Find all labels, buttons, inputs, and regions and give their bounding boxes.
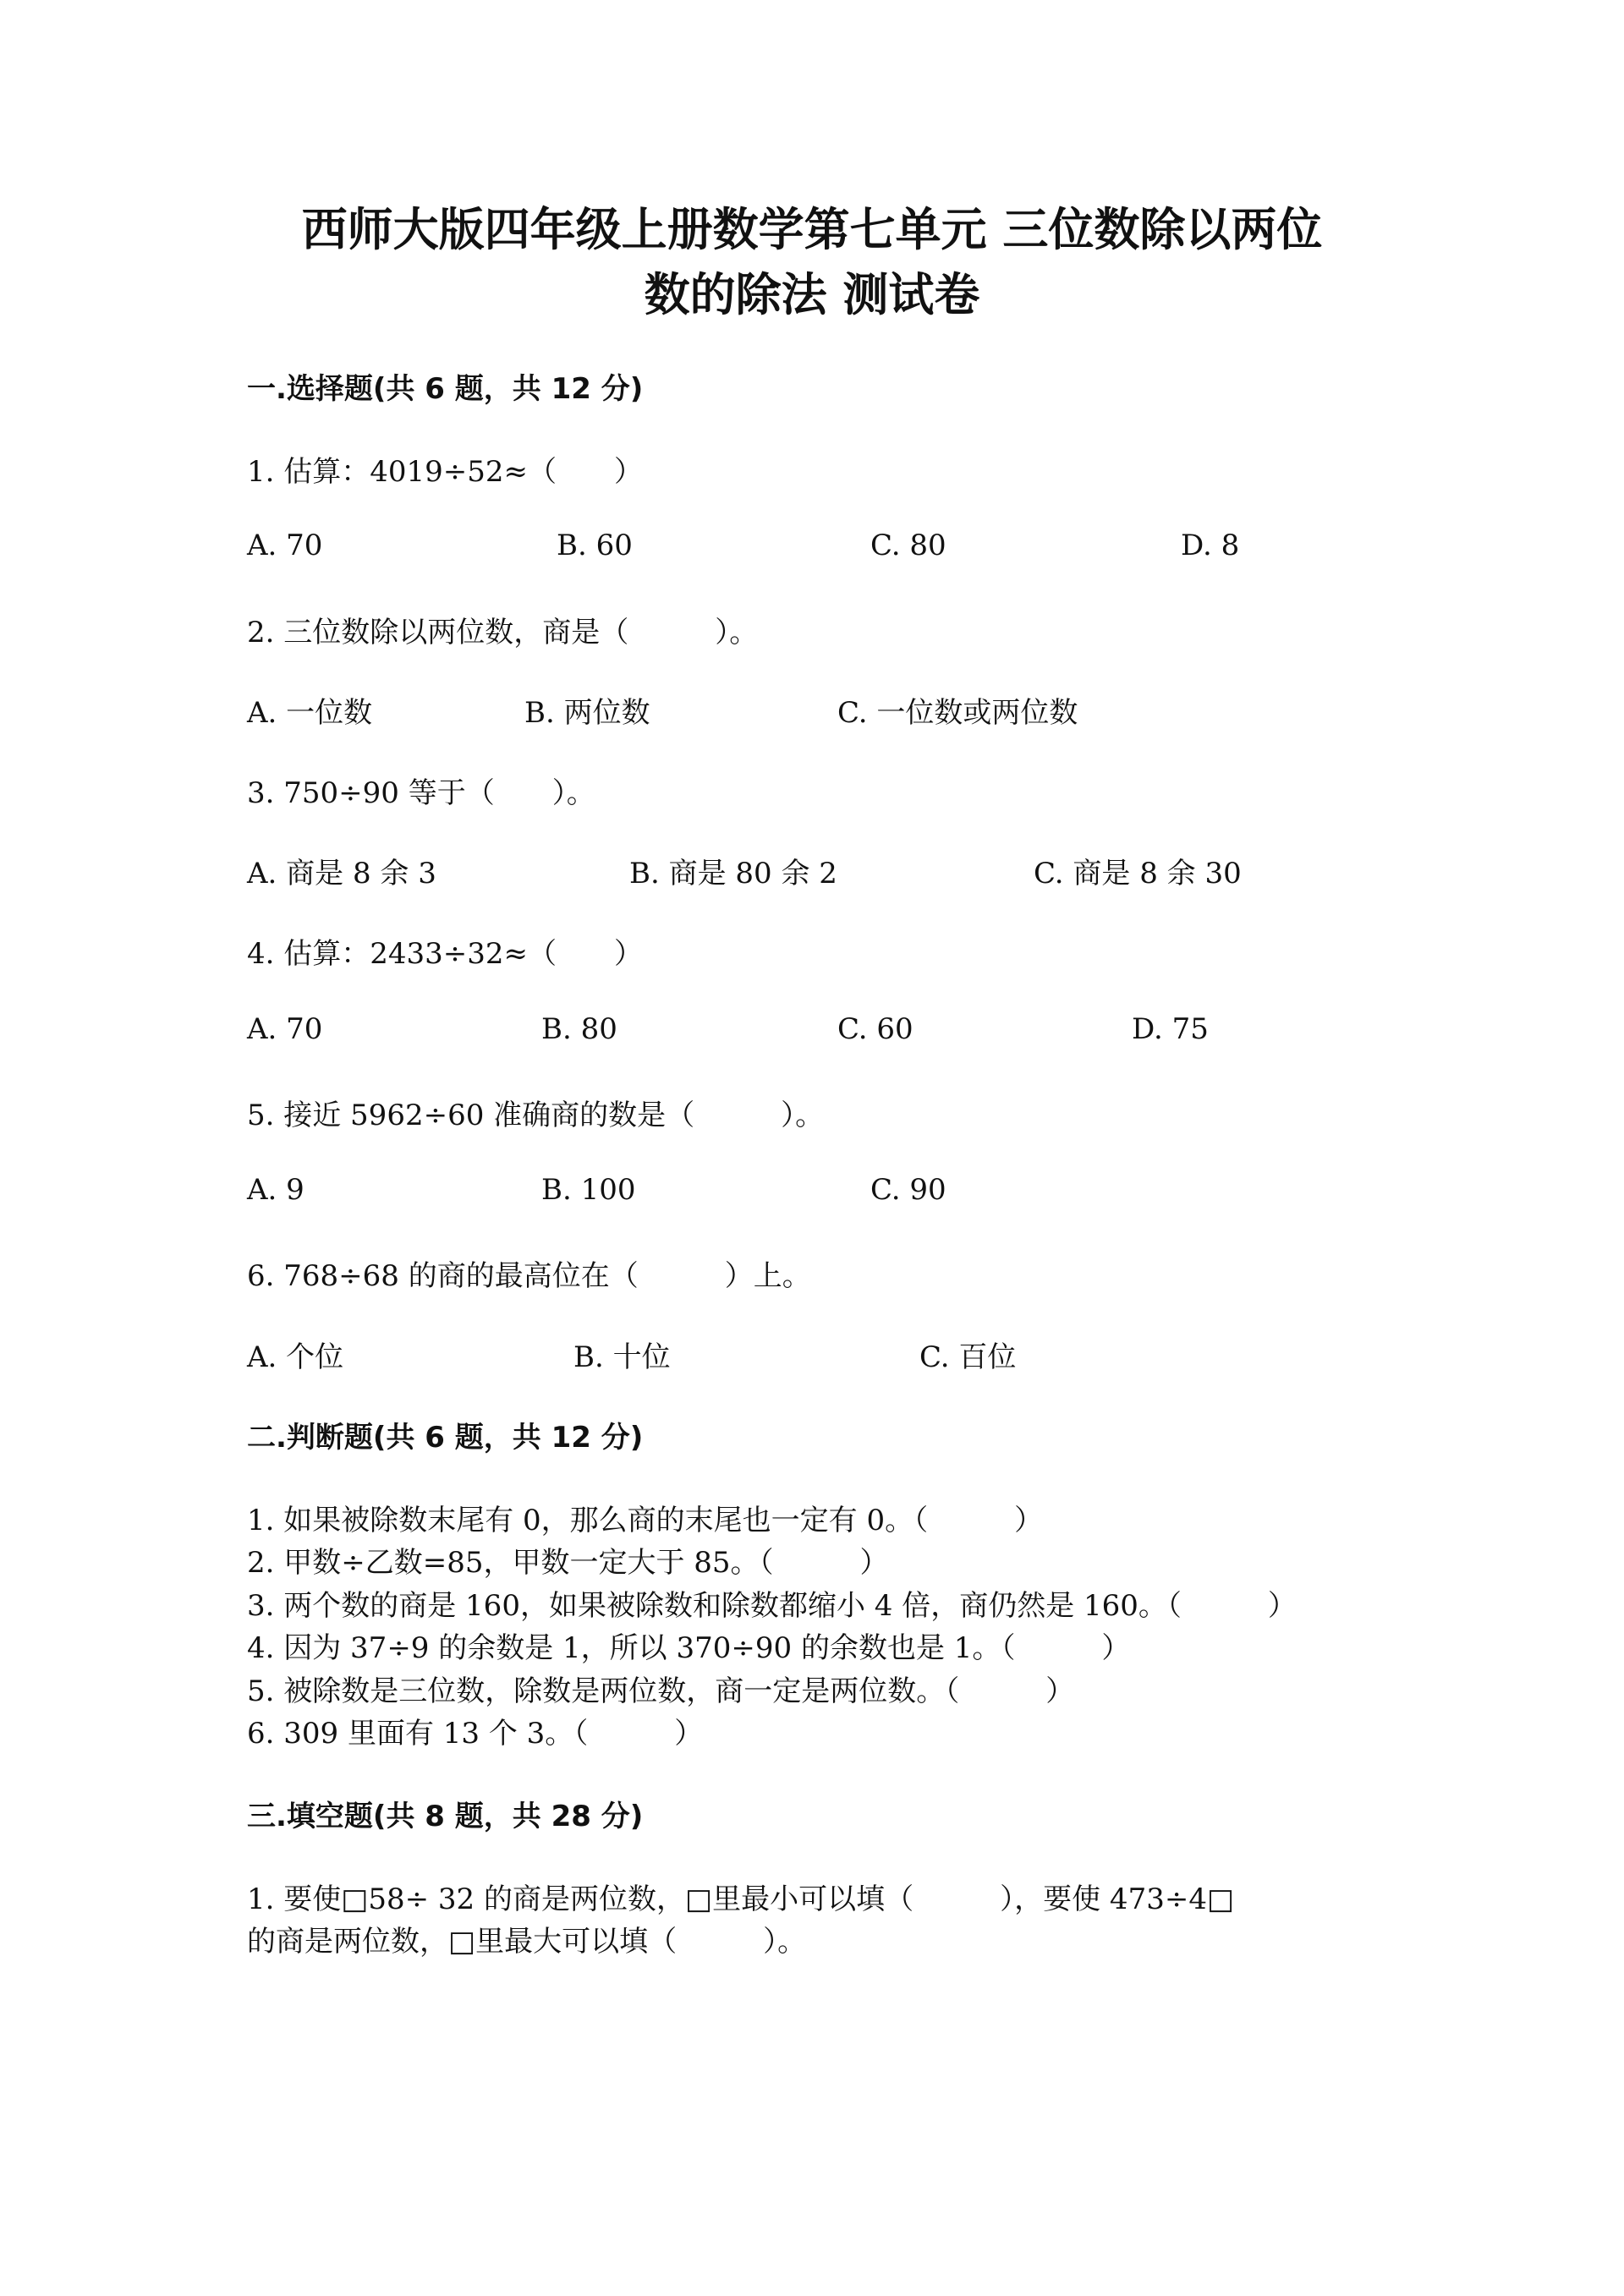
choice-option: B. 十位 bbox=[573, 1340, 671, 1374]
choice-option: A. 商是 8 余 3 bbox=[247, 857, 436, 890]
choice-option: A. 70 bbox=[247, 1012, 323, 1046]
choice-option: C. 90 bbox=[870, 1173, 946, 1207]
choice-option: B. 80 bbox=[541, 1012, 617, 1046]
page-title-line1: 西师大版四年级上册数学第七单元 三位数除以两位 bbox=[301, 203, 1323, 256]
fill-blank-item-1-line2: 的商是两位数，□里最大可以填（ ）。 bbox=[247, 1925, 807, 1959]
judgement-item-6: 6. 309 里面有 13 个 3。（ ） bbox=[247, 1717, 704, 1751]
fill-blank-item-1-line1: 1. 要使□58÷ 32 的商是两位数，□里最小可以填（ ），要使 473÷4□ bbox=[247, 1882, 1235, 1916]
choice-option: C. 百位 bbox=[919, 1340, 1017, 1374]
choice-option: C. 一位数或两位数 bbox=[837, 696, 1078, 730]
page-title-line2: 数的除法 测试卷 bbox=[644, 268, 980, 321]
judgement-item-2: 2. 甲数÷乙数=85，甲数一定大于 85。（ ） bbox=[247, 1546, 889, 1580]
choice-question-6: 6. 768÷68 的商的最高位在（ ）上。 bbox=[247, 1259, 811, 1293]
choice-option: A. 70 bbox=[247, 529, 323, 562]
judgement-item-5: 5. 被除数是三位数，除数是两位数，商一定是两位数。（ ） bbox=[247, 1674, 1075, 1708]
choice-option: C. 80 bbox=[870, 529, 946, 562]
section-heading-judgement: 二.判断题(共 6 题，共 12 分) bbox=[247, 1421, 644, 1455]
judgement-item-4: 4. 因为 37÷9 的余数是 1，所以 370÷90 的余数也是 1。（ ） bbox=[247, 1631, 1131, 1665]
judgement-item-3: 3. 两个数的商是 160，如果被除数和除数都缩小 4 倍，商仍然是 160。（ ） bbox=[247, 1589, 1297, 1623]
choice-option: D. 75 bbox=[1132, 1012, 1209, 1046]
choice-option: B. 100 bbox=[541, 1173, 636, 1207]
section-heading-choice: 一.选择题(共 6 题，共 12 分) bbox=[247, 372, 644, 406]
choice-option: D. 8 bbox=[1181, 529, 1240, 562]
choice-option: C. 60 bbox=[837, 1012, 914, 1046]
choice-option: A. 一位数 bbox=[247, 696, 373, 730]
choice-option: B. 两位数 bbox=[524, 696, 650, 730]
choice-question-2: 2. 三位数除以两位数，商是（ ）。 bbox=[247, 616, 759, 649]
choice-option: B. 商是 80 余 2 bbox=[629, 857, 837, 890]
choice-option: C. 商是 8 余 30 bbox=[1034, 857, 1242, 890]
choice-question-3: 3. 750÷90 等于（ ）。 bbox=[247, 776, 595, 810]
choice-option: B. 60 bbox=[557, 529, 633, 562]
choice-question-4: 4. 估算：2433÷32≈（ ） bbox=[247, 937, 644, 971]
choice-question-5: 5. 接近 5962÷60 准确商的数是（ ）。 bbox=[247, 1099, 825, 1132]
choice-option: A. 个位 bbox=[247, 1340, 344, 1374]
judgement-item-1: 1. 如果被除数末尾有 0，那么商的末尾也一定有 0。（ ） bbox=[247, 1504, 1044, 1537]
choice-option: A. 9 bbox=[247, 1173, 304, 1207]
choice-question-1: 1. 估算：4019÷52≈（ ） bbox=[247, 455, 644, 489]
section-heading-fill-blank: 三.填空题(共 8 题，共 28 分) bbox=[247, 1800, 644, 1833]
